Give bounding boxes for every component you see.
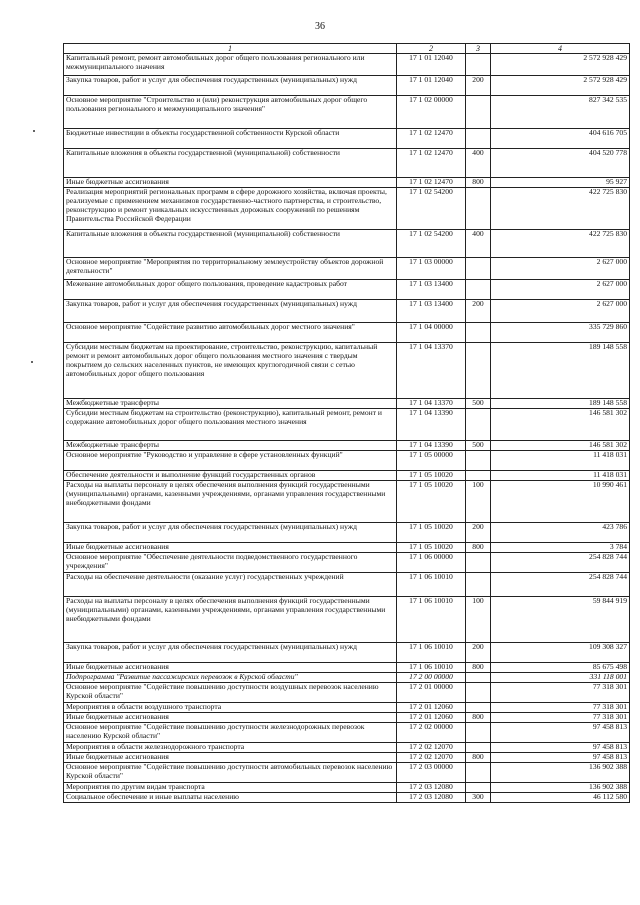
row-name-cell: Основное мероприятие "Руководство и управление в сфере установленных функций" [64, 451, 397, 471]
row-sum-cell: 97 458 813 [491, 752, 630, 762]
table-row [64, 451, 630, 471]
row-expense-type-cell: 200 [466, 300, 491, 323]
row-code-cell: 17 1 05 10020 [397, 471, 466, 481]
row-code-cell: 17 1 06 10010 [397, 597, 466, 643]
row-code-cell: 17 1 02 12470 [397, 129, 466, 149]
table-row [64, 471, 630, 481]
table-row [64, 280, 630, 300]
row-name-cell: Основное мероприятие "Содействие повышению доступности воздушных перевозок населению Курской области" [64, 683, 397, 703]
row-sum-cell: 109 308 327 [491, 643, 630, 663]
table-row [64, 96, 630, 129]
row-name-cell: Обеспечение деятельности и выполнение функций государственных органов [64, 471, 397, 481]
row-sum-cell: 404 520 778 [491, 149, 630, 178]
table-row [64, 399, 630, 409]
row-expense-type-cell: 400 [466, 230, 491, 258]
row-code-cell: 17 1 04 13370 [397, 399, 466, 409]
row-name-cell: Иные бюджетные ассигнования [64, 713, 397, 723]
row-code-cell: 17 2 02 12070 [397, 752, 466, 762]
row-sum-cell: 331 118 001 [491, 673, 630, 683]
row-expense-type-cell [466, 673, 491, 683]
row-code-cell: 17 1 02 54200 [397, 230, 466, 258]
row-sum-cell: 85 675 498 [491, 663, 630, 673]
row-expense-type-cell: 800 [466, 752, 491, 762]
row-code-cell: 17 1 04 13390 [397, 409, 466, 441]
row-code-cell: 17 2 01 00000 [397, 683, 466, 703]
header-col-2: 2 [397, 44, 466, 54]
row-expense-type-cell [466, 129, 491, 149]
row-code-cell: 17 1 05 10020 [397, 523, 466, 543]
row-code-cell: 17 1 02 00000 [397, 96, 466, 129]
row-sum-cell: 422 725 830 [491, 188, 630, 230]
row-code-cell: 17 2 02 12070 [397, 743, 466, 753]
row-sum-cell: 146 581 302 [491, 441, 630, 451]
table-row [64, 743, 630, 753]
row-code-cell: 17 1 06 10010 [397, 643, 466, 663]
row-expense-type-cell [466, 96, 491, 129]
row-sum-cell: 2 627 000 [491, 300, 630, 323]
table-row [64, 597, 630, 643]
table-row [64, 683, 630, 703]
scan-dot-upper [33, 130, 35, 132]
row-sum-cell: 189 148 558 [491, 343, 630, 399]
table-row [64, 703, 630, 713]
scan-dot-lower [31, 361, 33, 363]
table-row [64, 792, 630, 802]
row-expense-type-cell: 800 [466, 543, 491, 553]
row-sum-cell: 254 828 744 [491, 573, 630, 597]
row-expense-type-cell [466, 409, 491, 441]
row-expense-type-cell: 100 [466, 597, 491, 643]
row-expense-type-cell [466, 280, 491, 300]
table-row [64, 300, 630, 323]
row-code-cell: 17 2 02 00000 [397, 723, 466, 743]
row-code-cell: 17 1 02 12470 [397, 178, 466, 188]
table-header-row [64, 44, 630, 54]
row-code-cell: 17 2 01 12060 [397, 713, 466, 723]
header-col-3: 3 [466, 44, 491, 54]
row-expense-type-cell [466, 471, 491, 481]
table-row [64, 323, 630, 343]
row-name-cell: Закупка товаров, работ и услуг для обеспечения государственных (муниципальных) нужд [64, 300, 397, 323]
row-code-cell: 17 2 01 12060 [397, 703, 466, 713]
row-code-cell: 17 1 04 13390 [397, 441, 466, 451]
row-sum-cell: 422 725 830 [491, 230, 630, 258]
row-sum-cell: 2 627 000 [491, 258, 630, 280]
row-sum-cell: 335 729 860 [491, 323, 630, 343]
row-code-cell: 17 2 03 12080 [397, 782, 466, 792]
row-name-cell: Мероприятия в области железнодорожного транспорта [64, 743, 397, 753]
row-code-cell: 17 1 04 13370 [397, 343, 466, 399]
row-sum-cell: 146 581 302 [491, 409, 630, 441]
table-row [64, 441, 630, 451]
table-row [64, 523, 630, 543]
row-code-cell: 17 1 05 10020 [397, 543, 466, 553]
row-expense-type-cell [466, 188, 491, 230]
row-sum-cell: 136 902 388 [491, 762, 630, 782]
row-name-cell: Закупка товаров, работ и услуг для обеспечения государственных (муниципальных) нужд [64, 76, 397, 96]
row-name-cell: Мероприятия по другим видам транспорта [64, 782, 397, 792]
row-code-cell: 17 1 03 00000 [397, 258, 466, 280]
row-code-cell: 17 2 03 00000 [397, 762, 466, 782]
row-expense-type-cell [466, 743, 491, 753]
row-sum-cell: 827 342 535 [491, 96, 630, 129]
row-name-cell: Межбюджетные трансферты [64, 399, 397, 409]
row-sum-cell: 11 418 031 [491, 471, 630, 481]
row-expense-type-cell: 200 [466, 76, 491, 96]
row-sum-cell: 59 844 919 [491, 597, 630, 643]
row-name-cell: Подпрограмма "Развитие пассажирских перевозок в Курской области" [64, 673, 397, 683]
row-expense-type-cell: 200 [466, 643, 491, 663]
row-name-cell: Реализация мероприятий региональных программ в сфере дорожного хозяйства, включая проекты, реализуемые с применением механизмов государственно-частного партнерства, и строительство, реконструкцию и ремонт уникальных искусственных дорожных сооружений по решениям Правительства Российской Федерации [64, 188, 397, 230]
header-col-4: 4 [491, 44, 630, 54]
row-code-cell: 17 1 03 13400 [397, 300, 466, 323]
row-sum-cell: 2 572 928 429 [491, 54, 630, 76]
row-sum-cell: 189 148 558 [491, 399, 630, 409]
budget-table [63, 43, 630, 803]
table-row [64, 76, 630, 96]
row-expense-type-cell [466, 703, 491, 713]
row-name-cell: Межбюджетные трансферты [64, 441, 397, 451]
row-name-cell: Мероприятия в области воздушного транспорта [64, 703, 397, 713]
row-expense-type-cell: 800 [466, 713, 491, 723]
row-sum-cell: 10 990 461 [491, 481, 630, 523]
row-expense-type-cell [466, 54, 491, 76]
row-code-cell: 17 1 03 13400 [397, 280, 466, 300]
row-name-cell: Иные бюджетные ассигнования [64, 178, 397, 188]
table-row [64, 643, 630, 663]
row-expense-type-cell [466, 683, 491, 703]
row-code-cell: 17 1 02 12470 [397, 149, 466, 178]
row-expense-type-cell: 200 [466, 523, 491, 543]
table-row [64, 782, 630, 792]
table-row [64, 481, 630, 523]
row-sum-cell: 77 318 301 [491, 713, 630, 723]
row-expense-type-cell: 300 [466, 792, 491, 802]
table-row [64, 762, 630, 782]
row-sum-cell: 11 418 031 [491, 451, 630, 471]
row-name-cell: Основное мероприятие "Содействие развитию автомобильных дорог местного значения" [64, 323, 397, 343]
row-sum-cell: 2 572 928 429 [491, 76, 630, 96]
row-expense-type-cell: 800 [466, 178, 491, 188]
row-code-cell: 17 1 06 00000 [397, 553, 466, 573]
table-row [64, 343, 630, 399]
row-name-cell: Межевание автомобильных дорог общего пользования, проведение кадастровых работ [64, 280, 397, 300]
row-sum-cell: 3 784 [491, 543, 630, 553]
row-expense-type-cell [466, 782, 491, 792]
row-expense-type-cell: 400 [466, 149, 491, 178]
table-row [64, 723, 630, 743]
row-name-cell: Основное мероприятие "Строительство и (или) реконструкция автомобильных дорог общего пользования регионального и межмуниципального значения" [64, 96, 397, 129]
table-row [64, 713, 630, 723]
row-name-cell: Расходы на выплаты персоналу в целях обеспечения выполнения функций государственными (муниципальными) органами, казенными учреждениями, органами управления государственными внебюджетными фондами [64, 481, 397, 523]
table-row [64, 258, 630, 280]
table-row [64, 188, 630, 230]
row-expense-type-cell: 500 [466, 399, 491, 409]
row-expense-type-cell [466, 723, 491, 743]
row-code-cell: 17 1 01 12040 [397, 54, 466, 76]
row-expense-type-cell [466, 323, 491, 343]
row-sum-cell: 136 902 388 [491, 782, 630, 792]
row-name-cell: Основное мероприятие "Обеспечение деятельности подведомственного государственного учреждения" [64, 553, 397, 573]
table-row [64, 673, 630, 683]
row-sum-cell: 97 458 813 [491, 743, 630, 753]
row-name-cell: Социальное обеспечение и иные выплаты населению [64, 792, 397, 802]
row-expense-type-cell [466, 573, 491, 597]
row-name-cell: Капитальный ремонт, ремонт автомобильных дорог общего пользования регионального или межмуниципального значения [64, 54, 397, 76]
table-row [64, 409, 630, 441]
row-sum-cell: 46 112 580 [491, 792, 630, 802]
row-name-cell: Субсидии местным бюджетам на строительство (реконструкцию), капитальный ремонт, ремонт и содержание автомобильных дорог общего пользования местного значения [64, 409, 397, 441]
row-expense-type-cell [466, 451, 491, 471]
row-code-cell: 17 1 05 00000 [397, 451, 466, 471]
table-row [64, 129, 630, 149]
table-row [64, 149, 630, 178]
page-number: 36 [315, 21, 325, 32]
row-sum-cell: 404 616 705 [491, 129, 630, 149]
row-code-cell: 17 1 04 00000 [397, 323, 466, 343]
row-name-cell: Иные бюджетные ассигнования [64, 663, 397, 673]
row-name-cell: Капитальные вложения в объекты государственной (муниципальной) собственности [64, 230, 397, 258]
row-name-cell: Закупка товаров, работ и услуг для обеспечения государственных (муниципальных) нужд [64, 523, 397, 543]
row-sum-cell: 254 828 744 [491, 553, 630, 573]
row-sum-cell: 97 458 813 [491, 723, 630, 743]
row-sum-cell: 423 786 [491, 523, 630, 543]
row-expense-type-cell [466, 343, 491, 399]
table-row [64, 752, 630, 762]
table-row [64, 663, 630, 673]
table-row [64, 553, 630, 573]
row-name-cell: Закупка товаров, работ и услуг для обеспечения государственных (муниципальных) нужд [64, 643, 397, 663]
row-code-cell: 17 1 02 54200 [397, 188, 466, 230]
row-expense-type-cell: 100 [466, 481, 491, 523]
row-name-cell: Основное мероприятие "Содействие повышению доступности железнодорожных перевозок населению Курской области" [64, 723, 397, 743]
row-sum-cell: 95 927 [491, 178, 630, 188]
table-row [64, 54, 630, 76]
table-row [64, 230, 630, 258]
table-row [64, 178, 630, 188]
row-code-cell: 17 1 06 10010 [397, 663, 466, 673]
row-expense-type-cell: 800 [466, 663, 491, 673]
row-name-cell: Капитальные вложения в объекты государственной (муниципальной) собственности [64, 149, 397, 178]
row-sum-cell: 77 318 301 [491, 683, 630, 703]
row-sum-cell: 2 627 000 [491, 280, 630, 300]
row-name-cell: Основное мероприятие "Мероприятия по территориальному землеустройству объектов дорожной деятельности" [64, 258, 397, 280]
row-code-cell: 17 1 06 10010 [397, 573, 466, 597]
row-name-cell: Иные бюджетные ассигнования [64, 752, 397, 762]
row-name-cell: Расходы на выплаты персоналу в целях обеспечения выполнения функций государственными (муниципальными) органами, казенными учреждениями, органами управления государственными внебюджетными фондами [64, 597, 397, 643]
row-sum-cell: 77 318 301 [491, 703, 630, 713]
table-body [64, 54, 630, 802]
row-code-cell: 17 1 01 12040 [397, 76, 466, 96]
row-expense-type-cell: 500 [466, 441, 491, 451]
row-expense-type-cell [466, 258, 491, 280]
table-row [64, 543, 630, 553]
row-code-cell: 17 2 00 00000 [397, 673, 466, 683]
row-name-cell: Субсидии местным бюджетам на проектирование, строительство, реконструкцию, капитальный ремонт и ремонт автомобильных дорог общего пользования местного значения с твердым покрытием до сельских населенных пунктов, не имеющих круглогодичной связи с сетью автомобильных дорог общего пользования [64, 343, 397, 399]
row-name-cell: Иные бюджетные ассигнования [64, 543, 397, 553]
header-col-1: 1 [64, 44, 397, 54]
row-expense-type-cell [466, 553, 491, 573]
row-name-cell: Расходы на обеспечение деятельности (оказание услуг) государственных учреждений [64, 573, 397, 597]
row-code-cell: 17 1 05 10020 [397, 481, 466, 523]
row-expense-type-cell [466, 762, 491, 782]
table-row [64, 573, 630, 597]
row-code-cell: 17 2 03 12080 [397, 792, 466, 802]
row-name-cell: Основное мероприятие "Содействие повышению доступности автомобильных перевозок населению Курской области" [64, 762, 397, 782]
row-name-cell: Бюджетные инвестиции в объекты государственной собственности Курской области [64, 129, 397, 149]
